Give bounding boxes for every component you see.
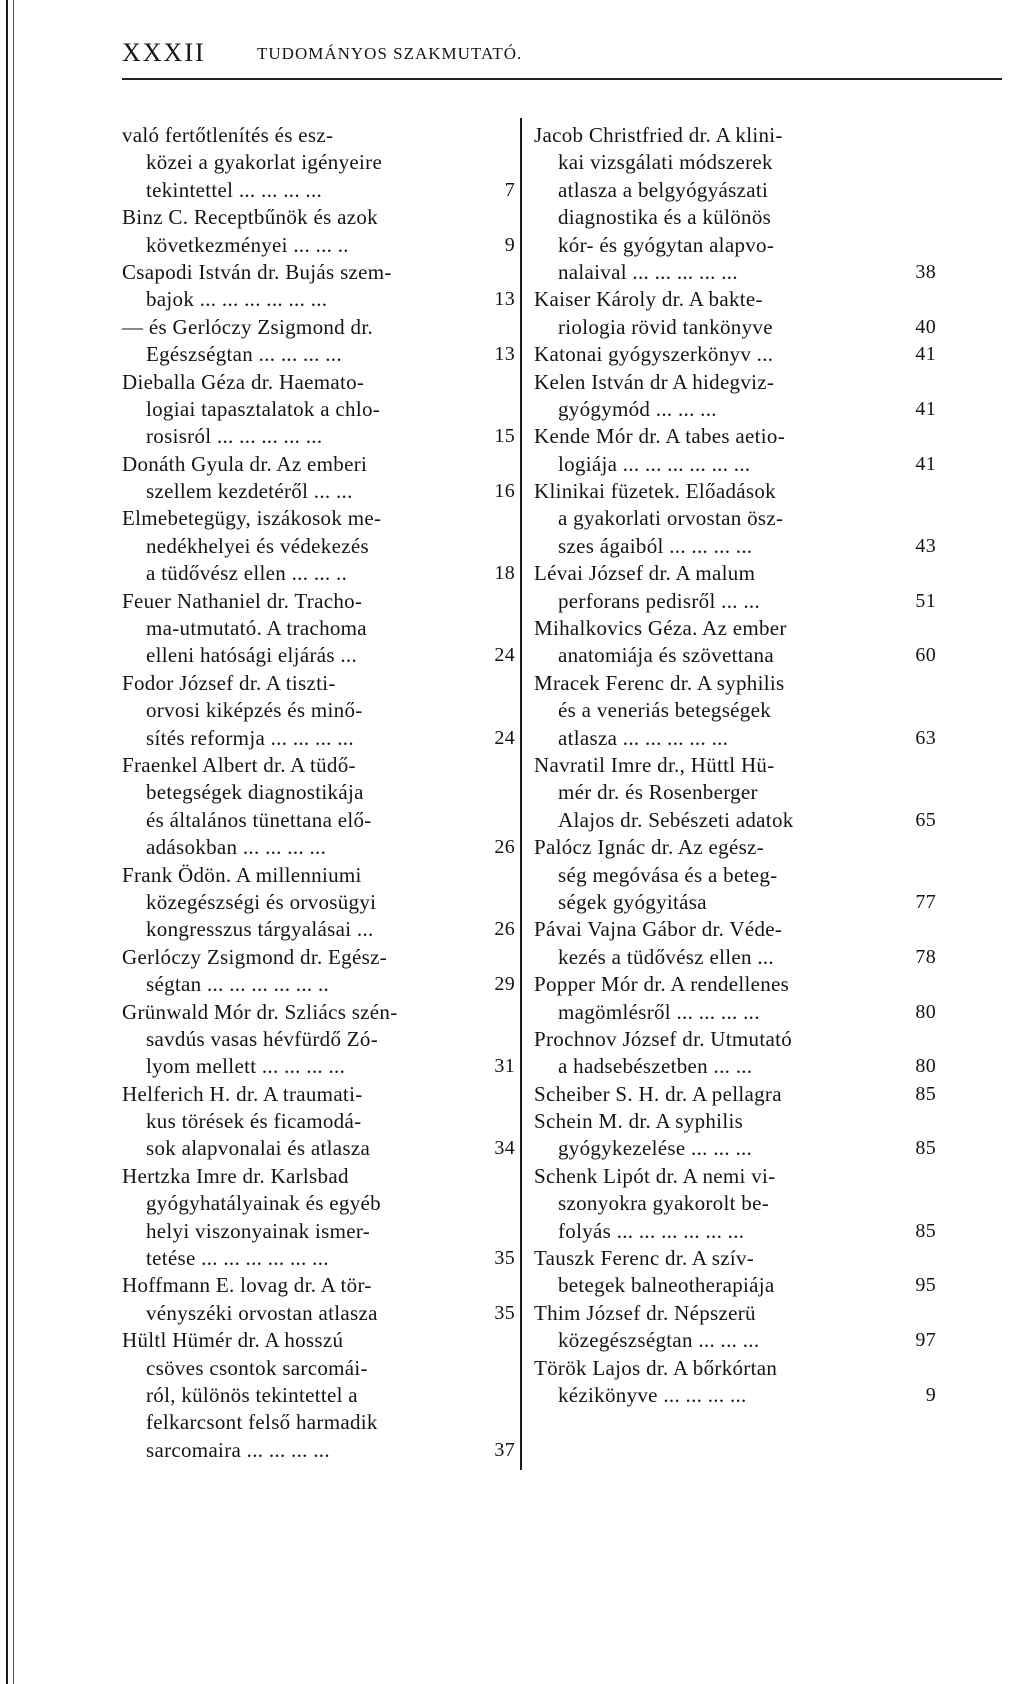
entry-text: rosisról ... ... ... ... ...	[146, 424, 323, 449]
page-reference: 60	[915, 644, 936, 667]
index-entry-line	[534, 944, 934, 971]
index-entry-line	[122, 971, 515, 998]
index-entry-line	[534, 286, 934, 313]
entry-text: Egészségtan ... ... ... ...	[146, 342, 342, 367]
entry-text: bajok ... ... ... ... ... ...	[146, 287, 328, 312]
index-entry-line	[122, 423, 515, 450]
entry-text: gyógymód ... ... ...	[558, 396, 717, 421]
entry-text: Fodor József dr. A tiszti-	[122, 670, 336, 695]
page-reference: 24	[494, 726, 515, 749]
index-entry-line	[122, 1053, 515, 1080]
index-entry-line	[534, 1081, 934, 1108]
index-entry-line	[534, 478, 934, 505]
entry-text: Navratil Imre dr., Hüttl Hü-	[534, 752, 775, 777]
index-entry-line	[534, 1218, 934, 1245]
index-entry-line	[534, 1026, 934, 1053]
entry-text: Frank Ödön. A millenniumi	[122, 862, 362, 887]
index-entry-line	[534, 642, 934, 669]
page-reference: 31	[494, 1055, 515, 1078]
index-entry	[122, 505, 515, 587]
index-entry-line	[122, 314, 515, 341]
index-column-left	[122, 122, 515, 1464]
entry-text: kór- és gyógytan alapvo-	[558, 232, 775, 257]
entry-text: anatomiája és szövettana	[558, 643, 774, 668]
entry-text: Palócz Ignác dr. Az egész-	[534, 835, 764, 860]
index-entry-line	[534, 1355, 934, 1382]
index-entry	[122, 259, 515, 314]
entry-text: diagnostika és a különös	[558, 205, 772, 230]
entry-text: Schein M. dr. A syphilis	[534, 1109, 744, 1134]
index-entry	[534, 369, 934, 424]
index-entry-line	[534, 862, 934, 889]
index-entry-line	[534, 1300, 934, 1327]
page-reference: 13	[494, 343, 515, 366]
entry-text: vényszéki orvostan atlasza	[146, 1300, 378, 1325]
entry-text: Csapodi István dr. Bujás szem-	[122, 259, 392, 284]
entry-text: csöves csontok sarcomái-	[146, 1355, 368, 1380]
entry-text: közegészségi és orvosügyi	[146, 889, 377, 914]
page-reference: 80	[915, 1055, 936, 1078]
entry-text: Hoffmann E. lovag dr. A tör-	[122, 1273, 372, 1298]
index-entry-line	[122, 1190, 515, 1217]
entry-text: mér dr. és Rosenberger	[558, 780, 758, 805]
page-number: XXXII	[122, 38, 206, 67]
index-entry-line	[122, 779, 515, 806]
index-entry	[534, 1163, 934, 1245]
entry-text: Elmebetegügy, iszákosok me-	[122, 506, 382, 531]
index-entry-line	[534, 314, 934, 341]
entry-text: magömlésről ... ... ... ...	[558, 999, 760, 1024]
index-entry-line	[122, 177, 515, 204]
index-entry	[534, 1108, 934, 1163]
entry-text: szellem kezdetéről ... ...	[146, 479, 353, 504]
page-reference: 9	[504, 233, 515, 256]
page-reference: 85	[915, 1137, 936, 1160]
entry-text: kus törések és ficamodá-	[146, 1109, 362, 1134]
index-entry-line	[122, 1135, 515, 1162]
entry-text: gyógyhatályainak és egyéb	[146, 1191, 381, 1216]
index-entry-line	[122, 670, 515, 697]
index-entry-line	[534, 177, 934, 204]
index-entry	[534, 971, 934, 1026]
index-entry	[534, 1026, 934, 1081]
index-entry	[534, 1245, 934, 1300]
index-entry-line	[122, 1300, 515, 1327]
entry-text: Fraenkel Albert dr. A tüdő-	[122, 752, 356, 777]
entry-text: tetése ... ... ... ... ... ...	[146, 1246, 329, 1271]
index-entry-line	[122, 725, 515, 752]
entry-text: ség megóvása és a beteg-	[558, 862, 778, 887]
entry-text: Helferich H. dr. A traumati-	[122, 1081, 363, 1106]
index-entry-line	[122, 834, 515, 861]
index-entry	[122, 314, 515, 369]
entry-text: kongresszus tárgyalásai ...	[146, 917, 374, 942]
index-entry-line	[534, 232, 934, 259]
page-reference: 85	[915, 1219, 936, 1242]
entry-text: lyom mellett ... ... ... ...	[146, 1054, 346, 1079]
index-entry-line	[534, 1327, 934, 1354]
index-entry-line	[122, 697, 515, 724]
page-reference: 41	[915, 343, 936, 366]
index-entry-line	[534, 423, 934, 450]
page-reference: 37	[494, 1438, 515, 1461]
entry-text: orvosi kiképzés és minő-	[146, 698, 363, 723]
entry-text: Lévai József dr. A malum	[534, 561, 756, 586]
index-entry-line	[122, 341, 515, 368]
index-entry-line	[122, 1327, 515, 1354]
index-entry-line	[122, 642, 515, 669]
page-reference: 29	[494, 973, 515, 996]
index-entry-line	[534, 1135, 934, 1162]
entry-text: a tüdővész ellen ... ... ..	[146, 561, 348, 586]
index-entry-line	[534, 533, 934, 560]
page-reference: 13	[494, 288, 515, 311]
index-entry	[534, 341, 934, 368]
index-entry-line	[122, 259, 515, 286]
entry-text: perforans pedisről ... ...	[558, 588, 760, 613]
entry-text: Klinikai füzetek. Előadások	[534, 479, 776, 504]
index-entry-line	[534, 451, 934, 478]
index-entry	[122, 999, 515, 1081]
page-reference: 41	[915, 397, 936, 420]
index-entry	[122, 752, 515, 862]
entry-text: a gyakorlati orvostan ösz-	[558, 506, 784, 531]
index-entry-line	[534, 1272, 934, 1299]
index-entry-line	[122, 204, 515, 231]
page-reference: 24	[494, 644, 515, 667]
index-entry-line	[122, 286, 515, 313]
index-entry-line	[534, 615, 934, 642]
index-entry-line	[122, 916, 515, 943]
index-entry-line	[534, 1108, 934, 1135]
index-entry-line	[122, 478, 515, 505]
index-entry	[534, 752, 934, 834]
entry-text: Kende Mór dr. A tabes aetio-	[534, 424, 786, 449]
page-reference: 35	[494, 1247, 515, 1270]
entry-text: közegészségtan ... ... ...	[558, 1328, 760, 1353]
index-entry	[534, 560, 934, 615]
entry-text: savdús vasas hévfürdő Zó-	[146, 1026, 379, 1051]
index-entry-line	[534, 725, 934, 752]
index-entry	[534, 423, 934, 478]
index-entry-line	[534, 341, 934, 368]
index-entry	[122, 588, 515, 670]
index-entry	[534, 286, 934, 341]
index-column-right	[534, 122, 934, 1409]
index-entry-line	[122, 999, 515, 1026]
index-entry	[534, 1081, 934, 1108]
entry-text: logiai tapasztalatok a chlo-	[146, 396, 381, 421]
entry-text: riologia rövid tankönyve	[558, 314, 773, 339]
entry-text: sarcomaira ... ... ... ...	[146, 1437, 330, 1462]
page-reference: 65	[915, 808, 936, 831]
index-entry-line	[534, 697, 934, 724]
index-entry-line	[122, 1355, 515, 1382]
page-reference: 97	[915, 1329, 936, 1352]
index-entry	[122, 1272, 515, 1327]
page-reference: 95	[915, 1274, 936, 1297]
page-reference: 18	[494, 562, 515, 585]
entry-text: betegségek diagnostikája	[146, 780, 364, 805]
entry-text: Hertzka Imre dr. Karlsbad	[122, 1163, 349, 1188]
entry-text: betegek balneotherapiája	[558, 1273, 775, 1298]
entry-text: ségtan ... ... ... ... ... ..	[146, 972, 330, 997]
entry-text: Pávai Vajna Gábor dr. Véde-	[534, 917, 783, 942]
entry-text: Dieballa Géza dr. Haemato-	[122, 369, 365, 394]
page-reference: 41	[915, 452, 936, 475]
index-entry-line	[122, 862, 515, 889]
index-entry-line	[534, 807, 934, 834]
entry-text: atlasza ... ... ... ... ...	[558, 725, 729, 750]
index-entry	[122, 369, 515, 451]
page-reference: 9	[925, 1383, 936, 1406]
entry-text: kezés a tüdővész ellen ...	[558, 944, 774, 969]
page-reference: 16	[494, 480, 515, 503]
index-entry-line	[122, 615, 515, 642]
index-entry-line	[122, 396, 515, 423]
page-reference: 35	[494, 1301, 515, 1324]
entry-text: Popper Mór dr. A rendellenes	[534, 972, 790, 997]
index-entry	[534, 1355, 934, 1410]
entry-text: Donáth Gyula dr. Az emberi	[122, 451, 368, 476]
index-entry-line	[122, 1081, 515, 1108]
entry-text: kézikönyve ... ... ... ...	[558, 1382, 747, 1407]
index-entry-line	[534, 588, 934, 615]
index-entry-line	[122, 560, 515, 587]
page-reference: 15	[494, 425, 515, 448]
page-header	[122, 38, 1002, 68]
index-entry-line	[534, 779, 934, 806]
entry-text: elleni hatósági eljárás ...	[146, 643, 358, 668]
entry-text: Mihalkovics Géza. Az ember	[534, 616, 787, 641]
entry-text: Hültl Hümér dr. A hosszú	[122, 1328, 344, 1353]
entry-text: következményei ... ... ..	[146, 232, 349, 257]
index-entry	[122, 670, 515, 752]
index-entry-line	[534, 369, 934, 396]
entry-text: ma-utmutató. A trachoma	[146, 616, 367, 641]
index-entry-line	[122, 1245, 515, 1272]
entry-text: Tauszk Ferenc dr. A szív-	[534, 1246, 755, 1271]
index-entry-line	[122, 1272, 515, 1299]
entry-text: Kaiser Károly dr. A bakte-	[534, 287, 763, 312]
index-entry-line	[534, 916, 934, 943]
entry-text: Scheiber S. H. dr. A pellagra	[534, 1081, 782, 1106]
page-reference: 38	[915, 260, 936, 283]
entry-text: és a veneriás betegségek	[558, 698, 772, 723]
index-entry-line	[534, 1382, 934, 1409]
index-entry-line	[122, 944, 515, 971]
index-entry-line	[534, 1053, 934, 1080]
index-entry-line	[122, 807, 515, 834]
page-reference: 26	[494, 836, 515, 859]
index-entry	[534, 834, 934, 916]
entry-text: sítés reformja ... ... ... ...	[146, 725, 354, 750]
index-entry-line	[122, 533, 515, 560]
running-title: TUDOMÁNYOS SZAKMUTATÓ.	[257, 44, 523, 63]
entry-text: szonyokra gyakorolt be-	[558, 1191, 770, 1216]
entry-text: a hadsebészetben ... ...	[558, 1054, 753, 1079]
index-entry-line	[534, 259, 934, 286]
index-entry-line	[534, 505, 934, 532]
index-entry	[122, 204, 515, 259]
index-entry-line	[534, 122, 934, 149]
index-entry-line	[122, 122, 515, 149]
index-entry-line	[534, 971, 934, 998]
page-reference: 85	[915, 1082, 936, 1105]
index-entry-line	[534, 889, 934, 916]
entry-text: sok alapvonalai és atlasza	[146, 1136, 371, 1161]
index-entry-line	[122, 505, 515, 532]
index-entry	[534, 122, 934, 286]
entry-text: Kelen István dr A hidegviz-	[534, 369, 775, 394]
index-entry	[534, 670, 934, 752]
index-entry-line	[122, 232, 515, 259]
index-entry-line	[534, 560, 934, 587]
index-entry-line	[534, 1245, 934, 1272]
entry-text: Török Lajos dr. A bőrkórtan	[534, 1355, 778, 1380]
page-edge-rule	[6, 0, 8, 1684]
page-reference: 43	[915, 534, 936, 557]
index-entry-line	[122, 451, 515, 478]
entry-text: Mracek Ferenc dr. A syphilis	[534, 670, 785, 695]
index-entry-line	[122, 369, 515, 396]
page-reference: 63	[915, 726, 936, 749]
entry-text: Grünwald Mór dr. Szliács szén-	[122, 999, 398, 1024]
entry-text: Alajos dr. Sebészeti adatok	[558, 807, 794, 832]
entry-text: Katonai gyógyszerkönyv ...	[534, 342, 774, 367]
entry-text: Feuer Nathaniel dr. Tracho-	[122, 588, 363, 613]
entry-text: ségek gyógyitása	[558, 889, 707, 914]
index-entry-line	[122, 149, 515, 176]
page-edge-rule-inner	[13, 0, 14, 1684]
entry-text: logiája ... ... ... ... ... ...	[558, 451, 751, 476]
entry-text: Binz C. Receptbűnök és azok	[122, 205, 378, 230]
index-entry	[122, 944, 515, 999]
page-reference: 7	[504, 178, 515, 201]
index-entry-line	[122, 1218, 515, 1245]
entry-text: közei a gyakorlat igényeire	[146, 150, 383, 175]
header-rule	[122, 78, 1002, 80]
page-reference: 80	[915, 1000, 936, 1023]
page-reference: 78	[915, 945, 936, 968]
index-entry-line	[122, 1163, 515, 1190]
index-entry-line	[534, 149, 934, 176]
index-entry	[122, 1163, 515, 1273]
entry-text: tekintettel ... ... ... ...	[146, 177, 323, 202]
entry-text: szes ágaiból ... ... ... ...	[558, 533, 753, 558]
index-entry	[122, 122, 515, 204]
entry-text: adásokban ... ... ... ...	[146, 835, 327, 860]
entry-text: felkarcsont felső harmadik	[146, 1410, 378, 1435]
entry-text: való fertőtlenítés és esz-	[122, 123, 334, 147]
index-entry-line	[122, 1108, 515, 1135]
page-reference: 51	[915, 589, 936, 612]
index-entry-line	[534, 396, 934, 423]
entry-text: és általános tünettana elő-	[146, 807, 372, 832]
index-entry	[534, 1300, 934, 1355]
index-entry-line	[122, 752, 515, 779]
entry-text: atlasza a belgyógyászati	[558, 177, 769, 202]
entry-text: Schenk Lipót dr. A nemi vi-	[534, 1163, 776, 1188]
index-entry-line	[534, 1190, 934, 1217]
index-entry	[534, 615, 934, 670]
entry-text: helyi viszonyainak ismer-	[146, 1218, 371, 1243]
index-entry-line	[534, 1163, 934, 1190]
index-entry	[122, 1327, 515, 1464]
entry-text: Thim József dr. Népszerü	[534, 1300, 756, 1325]
page-reference: 34	[494, 1137, 515, 1160]
entry-text: folyás ... ... ... ... ... ...	[558, 1218, 745, 1243]
index-entry-line	[122, 1382, 515, 1409]
index-entry-line	[534, 834, 934, 861]
index-entry	[122, 451, 515, 506]
entry-text: ról, különös tekintettel a	[146, 1382, 358, 1407]
page-reference: 40	[915, 315, 936, 338]
entry-text: gyógykezelése ... ... ...	[558, 1136, 753, 1161]
entry-text: nalaival ... ... ... ... ...	[558, 259, 738, 284]
index-entry-line	[122, 889, 515, 916]
index-entry-line	[122, 1026, 515, 1053]
page-reference: 77	[915, 890, 936, 913]
page-reference: 26	[494, 918, 515, 941]
column-divider	[520, 118, 522, 1470]
entry-text: Gerlóczy Zsigmond dr. Egész-	[122, 944, 387, 969]
index-entry	[122, 1081, 515, 1163]
entry-text: kai vizsgálati módszerek	[558, 150, 773, 175]
index-entry-line	[534, 999, 934, 1026]
index-entry-line	[122, 1437, 515, 1464]
entry-text: Jacob Christfried dr. A klini-	[534, 123, 783, 147]
index-entry	[122, 862, 515, 944]
index-entry-line	[122, 588, 515, 615]
index-entry	[534, 478, 934, 560]
entry-text: nedékhelyei és védekezés	[146, 533, 369, 558]
index-entry-line	[534, 752, 934, 779]
entry-text: — és Gerlóczy Zsigmond dr.	[122, 314, 374, 339]
index-entry-line	[534, 670, 934, 697]
index-entry-line	[122, 1409, 515, 1436]
entry-text: Prochnov József dr. Utmutató	[534, 1026, 793, 1051]
index-entry-line	[534, 204, 934, 231]
index-entry	[534, 916, 934, 971]
